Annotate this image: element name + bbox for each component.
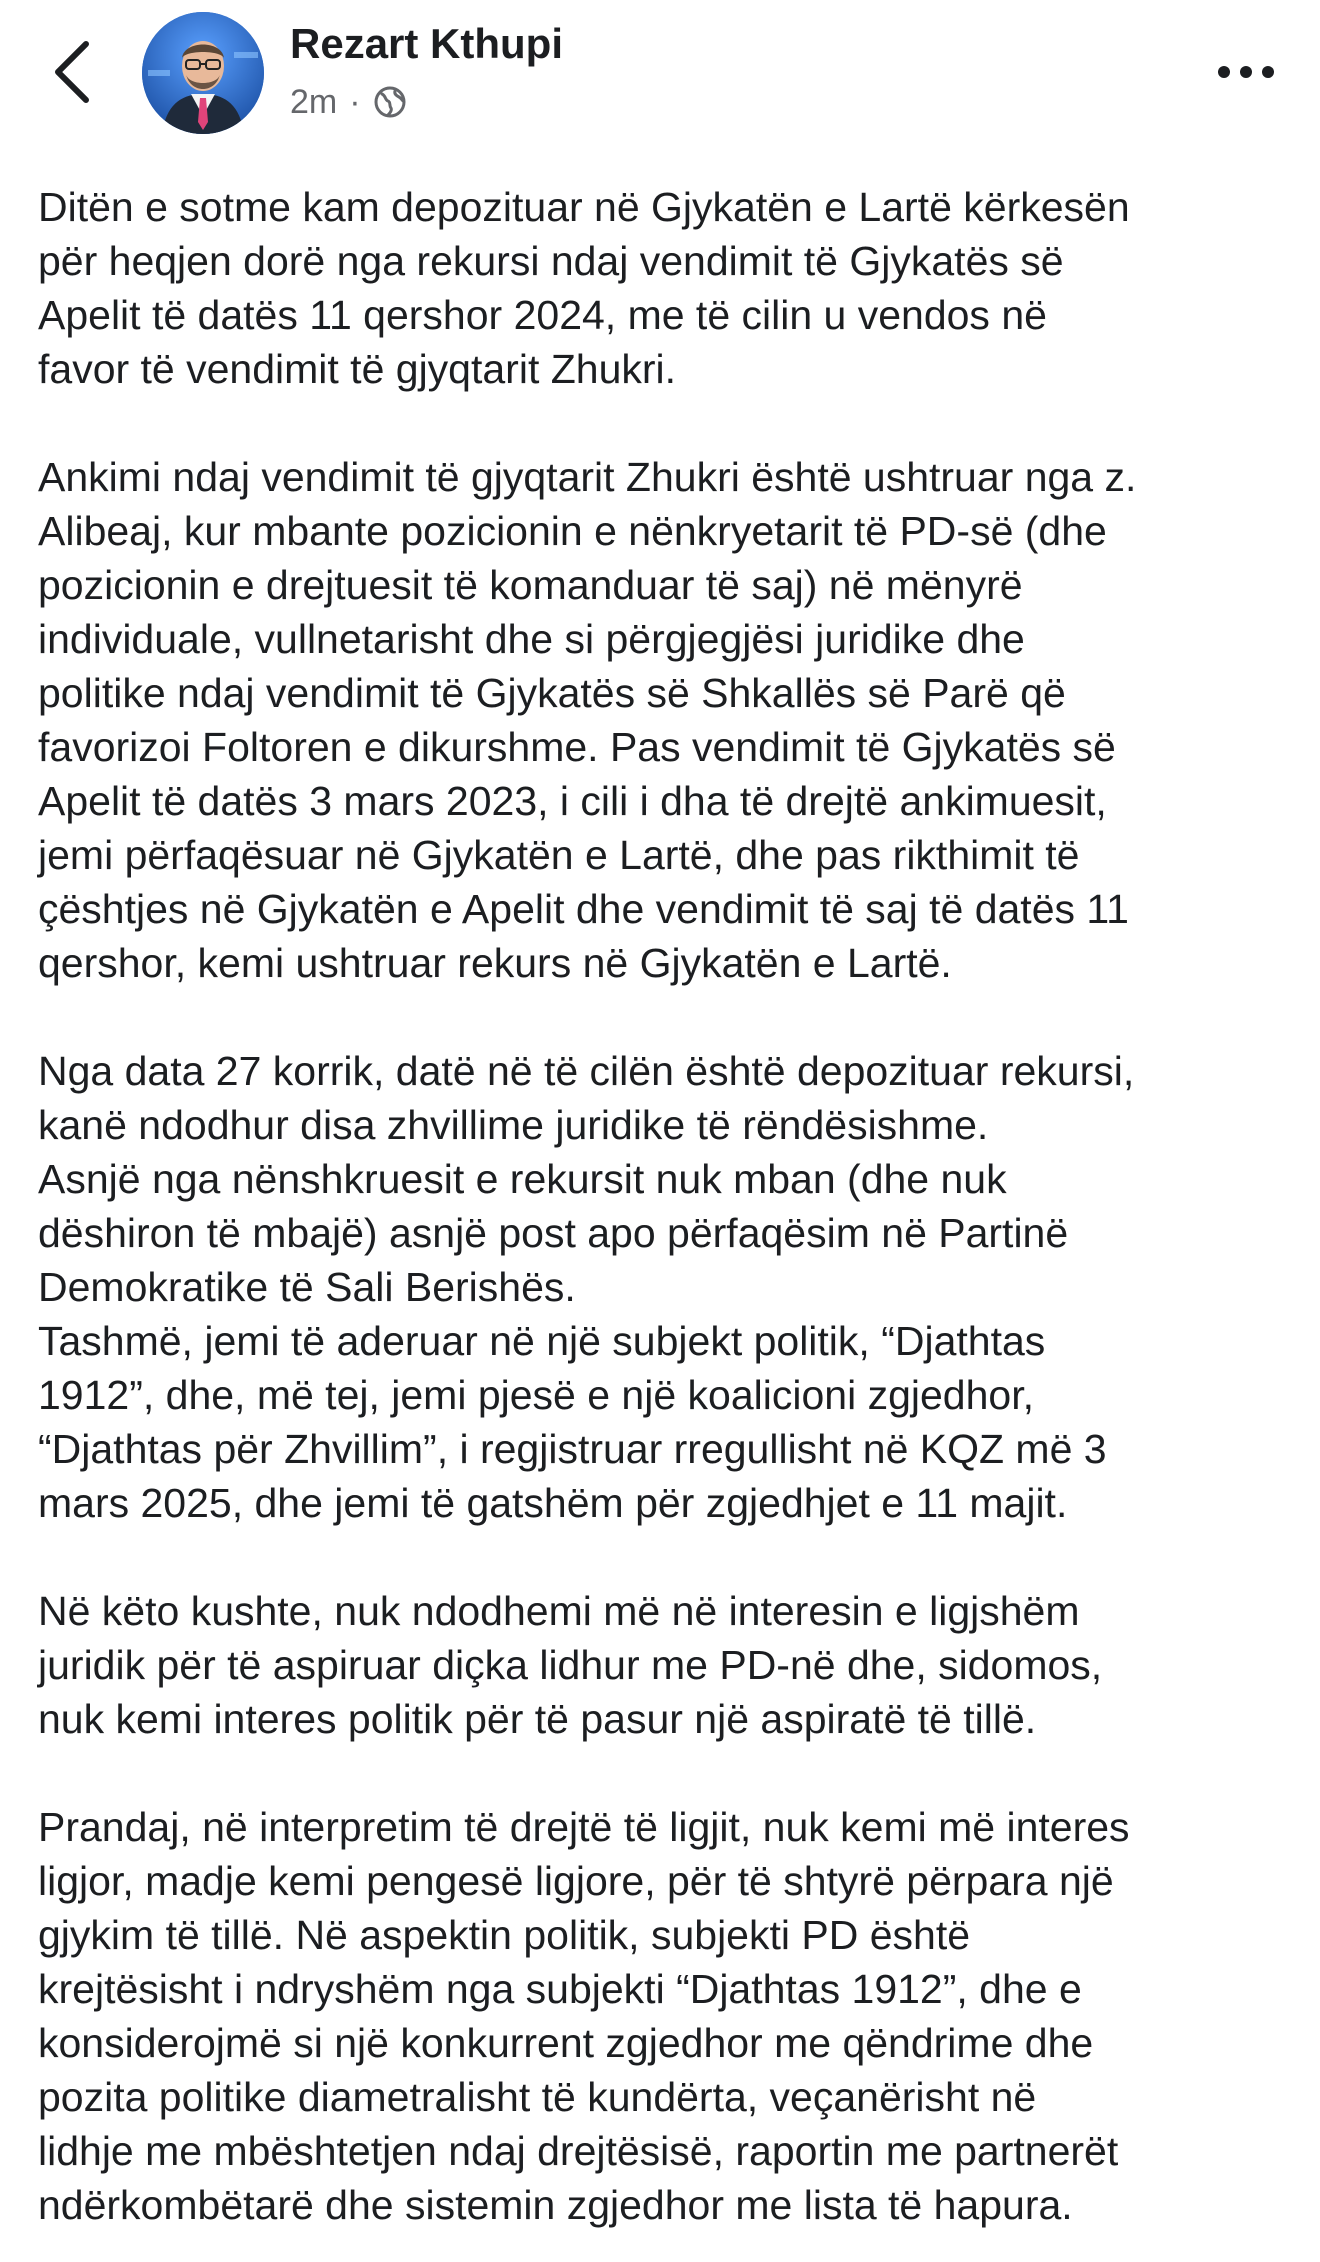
post-paragraph: Ditën e sotme kam depozituar në Gjykatën e Lartë kërkesën për heqjen dorë nga rekursi ndaj vendimit të Gjykatës së Apelit të datës 11 qershor 2024, me të cilin u vendos në favor të vendimit të gjyqtarit Zhukri. [38,184,1130,392]
post-paragraph: Prandaj, në interpretim të drejtë të ligjit, nuk kemi më interes ligjor, madje kemi pengesë ligjore, për të shtyrë përpara një gjykim të tillë. Në aspektin politik, subjekti PD është krejtësisht i ndryshëm nga subjekti “Djathtas 1912”, dhe e konsiderojmë si një konkurrent zgjedhor me qëndrime dhe pozita politike diametralisht të kundërta, veçanërisht në lidhje me mbështetjen ndaj drejtësisë, raportin me partnerët ndërkombëtarë dhe sistemin zgjedhor me lista të hapura. [38,1804,1130,2228]
post-paragraph: Ankimi ndaj vendimit të gjyqtarit Zhukri është ushtruar nga z. Alibeaj, kur mbante pozicionin e nënkryetarit të PD-së (dhe pozicionin e drejtuesit të komanduar të saj) në mënyrë individuale, vullnetarisht dhe si përgjegjësi juridike dhe politike ndaj vendimit të Gjykatës së Shkallës së Parë që favorizoi Foltoren e dikurshme. Pas vendimit të Gjykatës së Apelit të datës 3 mars 2023, i cili i dha të drejtë ankimuesit, jemi përfaqësuar në Gjykatën e Lartë, dhe pas rikthimit të çështjes në Gjykatën e Apelit dhe vendimit të saj të datës 11 qershor, kemi ushtruar rekurs në Gjykatën e Lartë. [38,454,1137,986]
avatar[interactable] [142,12,264,134]
author-name[interactable]: Rezart Kthupi [290,20,563,67]
post-header [0,0,1320,150]
post-text [38,180,1300,2232]
avatar-image [142,12,264,134]
globe-icon[interactable] [373,85,407,119]
post-meta [290,80,407,124]
post-paragraph: Në këto kushte, nuk ndodhemi më në interesin e ligjshëm juridik për të aspiruar diçka lidhur me PD-në dhe, sidomos, nuk kemi interes politik për të pasur një aspiratë të tillë. [38,1588,1103,1742]
chevron-left-icon [52,40,92,104]
back-button[interactable] [44,32,100,112]
more-options-button[interactable] [1210,50,1282,94]
post-paragraph: Nga data 27 korrik, datë në të cilën është depozituar rekursi, kanë ndodhur disa zhvillime juridike të rëndësishme. Asnjë nga nënshkruesit e rekursit nuk mban (dhe nuk dëshiron të mbajë) asnjë post apo përfaqësim në Partinë Demokratike të Sali Berishës. Tashmë, jemi të aderuar në një subjekt politik, “Djathtas 1912”, dhe, më tej, jemi pjesë e një koalicioni zgjedhor, “Djathtas për Zhvillim”, i regjistruar rregullisht në KQZ më 3 mars 2025, dhe jemi të gatshëm për zgjedhjet e 11 majit. [38,1048,1135,1526]
meta-separator: · [349,82,361,121]
more-dots-icon [1216,65,1276,79]
post-timestamp[interactable]: 2m [290,82,338,121]
